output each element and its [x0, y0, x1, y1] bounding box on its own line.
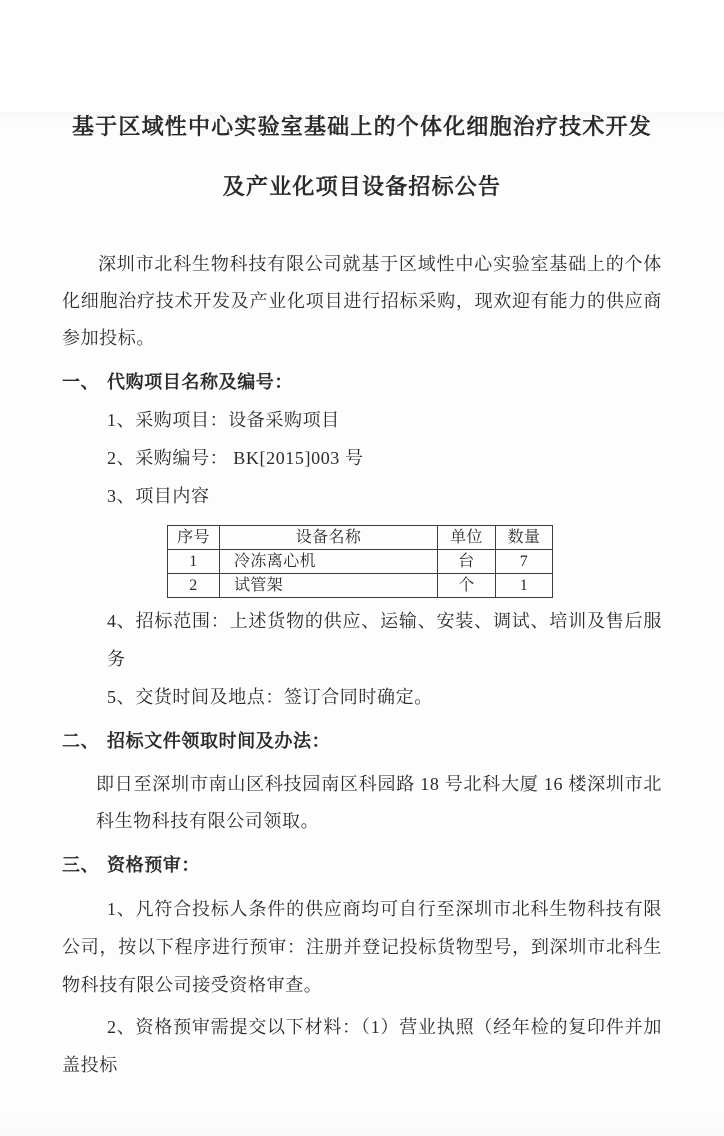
cell-seq: 2: [168, 574, 220, 598]
section-2-number: 二、: [62, 731, 100, 751]
section-3-title: 资格预审：: [107, 855, 200, 875]
section-1-number: 一、: [62, 372, 100, 392]
section-1-item-1: 1、采购项目：设备采购项目: [107, 410, 340, 430]
table-header-qty: 数量: [496, 526, 553, 550]
table-header-name: 设备名称: [220, 526, 438, 550]
page-title-line-1: 基于区域性中心实验室基础上的个体化细胞治疗技术开发: [71, 114, 652, 139]
section-1-item-4: 4、招标范围：上述货物的供应、运输、安装、调试、培训及售后服务: [107, 611, 662, 669]
section-1-item-2: 2、采购编号： BK[2015]003 号: [107, 448, 364, 468]
equipment-table-header-row: [168, 526, 553, 550]
cell-qty: 1: [496, 574, 553, 598]
cell-unit: 台: [438, 550, 496, 574]
section-3-paragraph-1: 1、凡符合投标人条件的供应商均可自行至深圳市北科生物科技有限公司，按以下程序进行预审：注册并登记投标货物型号，到深圳市北科生物科技有限公司接受资格审查。: [62, 899, 662, 995]
table-header-seq: 序号: [168, 526, 220, 550]
table-row: [168, 550, 553, 574]
cell-qty: 7: [496, 550, 553, 574]
section-3-heading: [62, 846, 662, 884]
cell-name: 冷冻离心机: [220, 550, 438, 574]
section-1-item-5: 5、交货时间及地点：签订合同时确定。: [107, 687, 433, 707]
section-2-body: 即日至深圳市南山区科技园南区科园路 18 号北科大厦 16 楼深圳市北科生物科技有限公司领取。: [96, 774, 662, 831]
cell-seq: 1: [168, 550, 220, 574]
intro-paragraph: 深圳市北科生物科技有限公司就基于区域性中心实验室基础上的个体化细胞治疗技术开发及产业化项目进行招标采购，现欢迎有能力的供应商参加投标。: [62, 254, 662, 348]
page-title-line-2: 及产业化项目设备招标公告: [222, 174, 502, 199]
section-3-paragraph-2: 2、资格预审需提交以下材料：（1）营业执照（经年检的复印件并加盖投标: [62, 1017, 662, 1075]
table-row: [168, 574, 553, 598]
equipment-table: [167, 525, 553, 598]
cell-name: 试管架: [220, 574, 438, 598]
cell-unit: 个: [438, 574, 496, 598]
section-3-number: 三、: [62, 855, 100, 875]
section-2-heading: [62, 722, 662, 760]
document-page: [0, 112, 724, 1136]
section-1-item-3: 3、项目内容: [107, 486, 210, 506]
table-header-unit: 单位: [438, 526, 496, 550]
section-1-title: 代购项目名称及编号：: [107, 372, 293, 392]
section-1-heading: [62, 363, 662, 401]
section-2-title: 招标文件领取时间及办法：: [107, 731, 331, 751]
